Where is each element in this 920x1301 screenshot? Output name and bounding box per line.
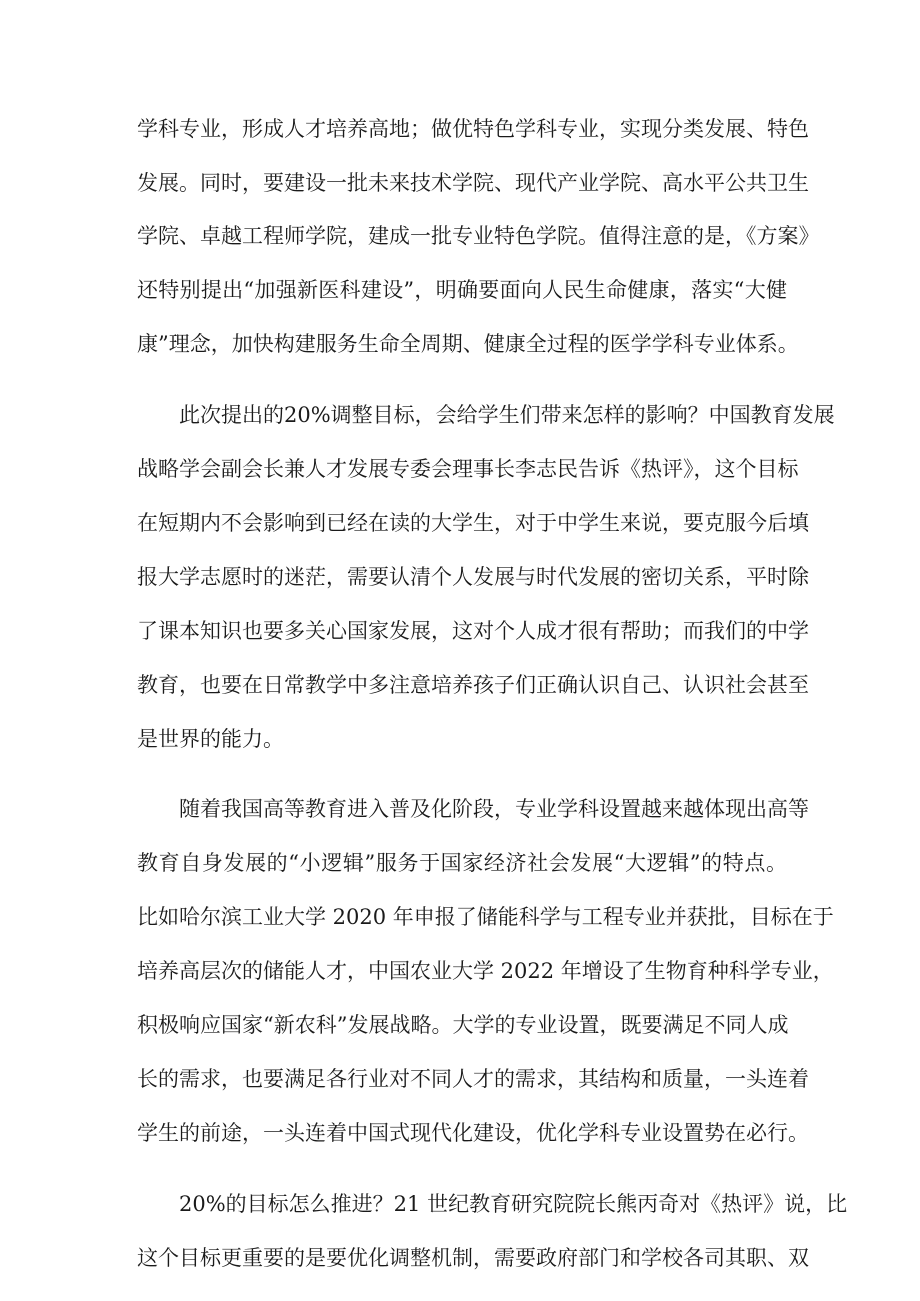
text-line: 积极响应国家“新农科”发展战略。大学的专业设置，既要满足不同人成 [137, 1013, 789, 1037]
text-line: 在短期内不会影响到已经在读的大学生，对于中学生来说，要克服今后填 [137, 511, 809, 535]
text-line: 此次提出的20%调整目标，会给学生们带来怎样的影响？中国教育发展 [137, 403, 835, 427]
text-line: 学院、卓越工程师学院，建成一批专业特色学院。值得注意的是，《方案》 [137, 224, 820, 248]
text-line: 比如哈尔滨工业大学 2020 年申报了储能科学与工程专业并获批，目标在于 [137, 905, 834, 929]
text-line: 随着我国高等教育进入普及化阶段，专业学科设置越来越体现出高等 [137, 797, 809, 821]
text-line: 了课本知识也要多关心国家发展，这对个人成才很有帮助；而我们的中学 [137, 619, 809, 643]
text-line: 战略学会副会长兼人才发展专委会理事长李志民告诉《热评》，这个目标 [137, 457, 799, 481]
text-line: 学科专业，形成人才培养高地；做优特色学科专业，实现分类发展、特色 [137, 117, 809, 141]
text-line: 培养高层次的储能人才，中国农业大学 2022 年增设了生物育种科学专业， [137, 959, 834, 983]
text-line: 教育自身发展的“小逻辑”服务于国家经济社会发展“大逻辑”的特点。 [137, 851, 787, 875]
text-line: 还特别提出“加强新医科建设”，明确要面向人民生命健康，落实“大健 [137, 278, 787, 302]
text-line: 长的需求，也要满足各行业对不同人才的需求，其结构和质量，一头连着 [137, 1067, 809, 1091]
text-line: 发展。同时，要建设一批未来技术学院、现代产业学院、高水平公共卫生 [137, 171, 809, 195]
text-line: 是世界的能力。 [137, 727, 284, 751]
text-line: 20%的目标怎么推进？21 世纪教育研究院院长熊丙奇对《热评》说，比 [137, 1192, 848, 1216]
text-line: 康”理念，加快构建服务生命全周期、健康全过程的医学学科专业体系。 [137, 332, 799, 356]
text-line: 这个目标更重要的是要优化调整机制，需要政府部门和学校各司其职、双 [137, 1246, 809, 1270]
text-line: 报大学志愿时的迷茫，需要认清个人发展与时代发展的密切关系，平时除 [137, 565, 809, 589]
text-line: 教育，也要在日常教学中多注意培养孩子们正确认识自己、认识社会甚至 [137, 673, 809, 697]
text-line: 学生的前途，一头连着中国式现代化建设，优化学科专业设置势在必行。 [137, 1121, 809, 1145]
